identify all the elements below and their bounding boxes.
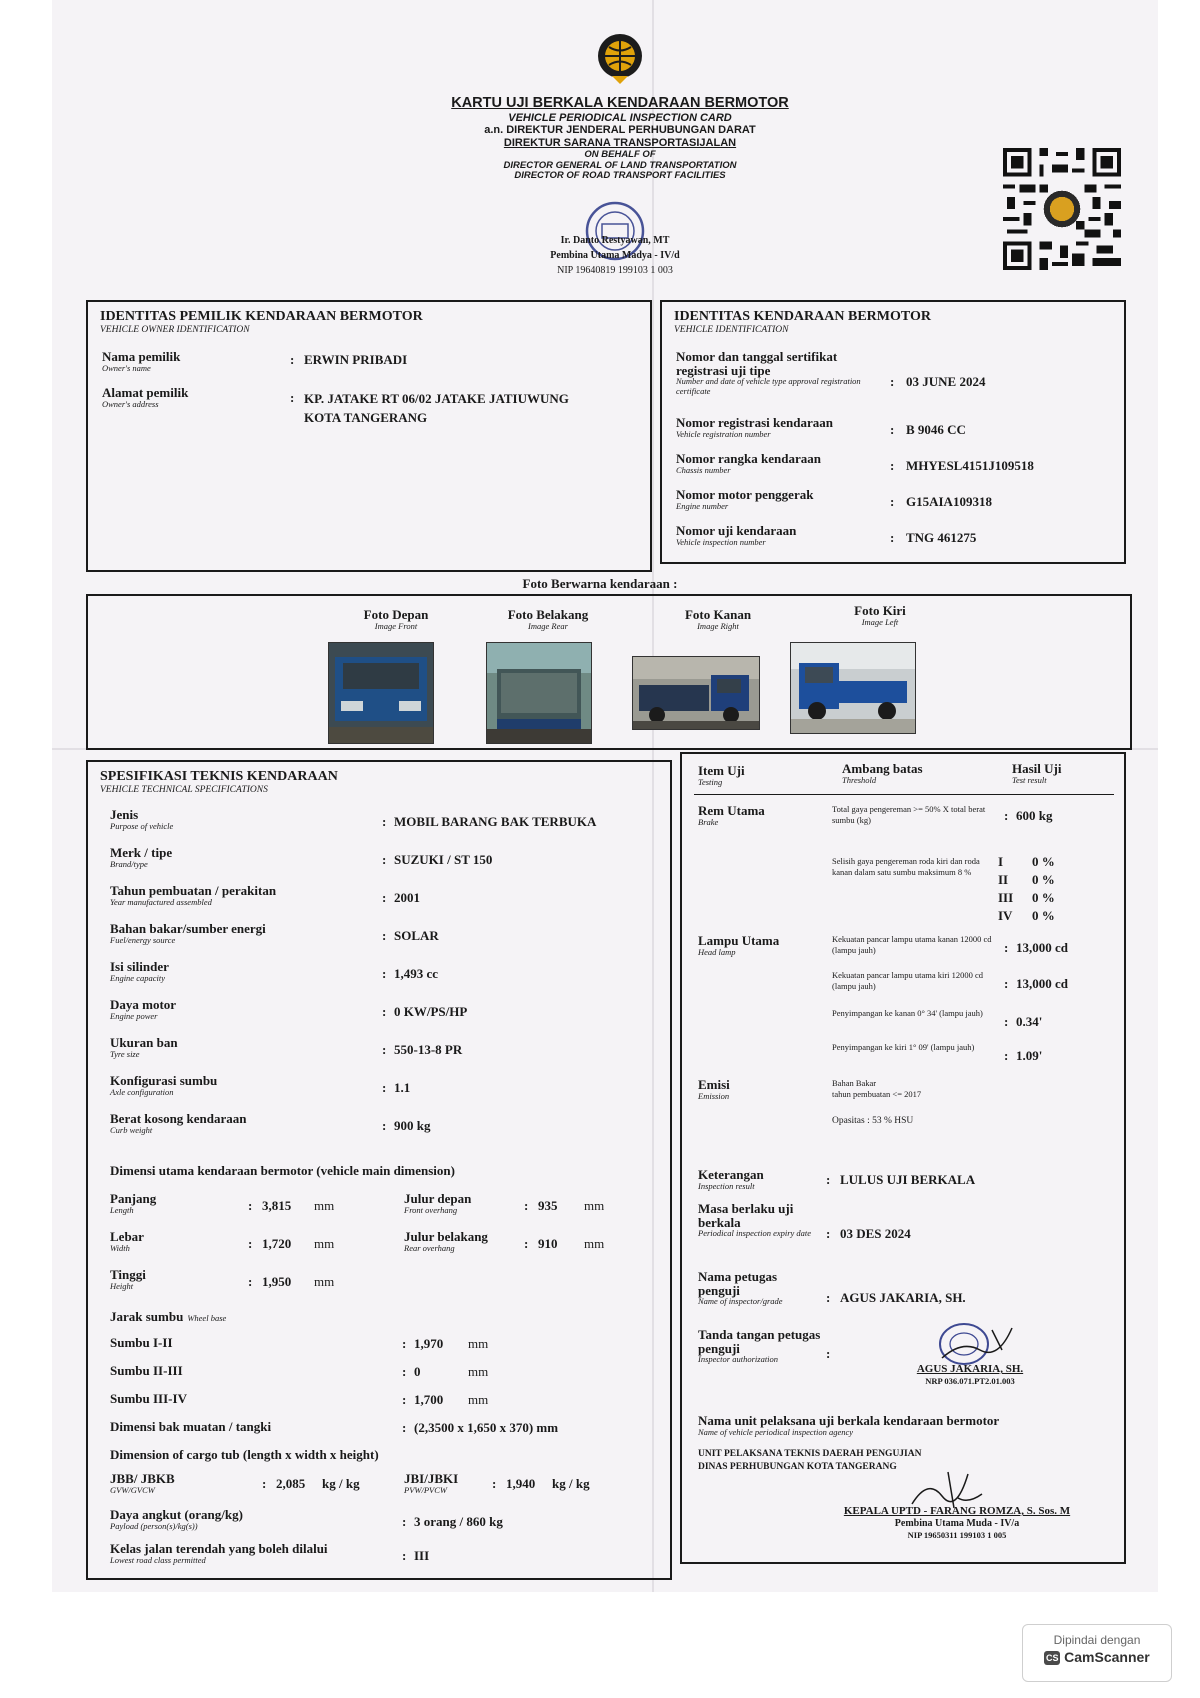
photo-rear-caption bbox=[488, 608, 608, 631]
specs-section-title: SPESIFIKASI TEKNIS KENDARAAN bbox=[100, 769, 338, 784]
dim-label-en: Front overhang bbox=[404, 1204, 458, 1215]
dim-front-overhang-label bbox=[404, 1192, 471, 1215]
emission-label-group bbox=[698, 1078, 730, 1101]
axle-2-3-unit: mm bbox=[468, 1364, 489, 1379]
vehicle-row-label-en: Vehicle registration number bbox=[676, 428, 771, 439]
expiry-value: 03 DES 2024 bbox=[840, 1226, 911, 1241]
spec-row-label-group bbox=[110, 1036, 178, 1059]
owner-address-label-group bbox=[102, 386, 188, 409]
spec-row-label-en: Year manufactured assembled bbox=[110, 896, 212, 907]
vehicle-row-label-en: Number and date of vehicle type approval registration certificate bbox=[676, 376, 861, 397]
jbi-label-en: PVW/PVCW bbox=[404, 1484, 447, 1495]
dim-label: Lebar bbox=[110, 1229, 144, 1244]
owner-address-line-2: KOTA TANGERANG bbox=[304, 409, 428, 425]
vehicle-row-chassis bbox=[676, 452, 876, 475]
spec-row-value: 0 KW/PS/HP bbox=[394, 1004, 468, 1019]
road-class-value: III bbox=[414, 1548, 430, 1563]
spec-row-label-en: Tyre size bbox=[110, 1048, 140, 1059]
camscanner-logo-icon: CS bbox=[1045, 1653, 1059, 1664]
spec-row-label-en: Axle configuration bbox=[110, 1086, 174, 1097]
lamp-threshold: Penyimpangan ke kanan 0° 34' (lampu jauh) bbox=[832, 1008, 983, 1018]
vehicle-row-label: Nomor registrasi kendaraan bbox=[676, 415, 833, 430]
lamp-colon: : bbox=[1004, 1014, 1009, 1029]
axle-diff-value: 0 % bbox=[1032, 854, 1055, 869]
spec-row-value: 2001 bbox=[394, 890, 420, 905]
dim-height-value: 1,950 bbox=[262, 1274, 292, 1289]
dim-label-en: Rear overhang bbox=[404, 1242, 455, 1253]
brake-diff-threshold: Selisih gaya pengereman roda kiri dan roda kanan dalam satu sumbu maksimum 8 % bbox=[832, 856, 980, 877]
inspector-sign-block bbox=[860, 1364, 1080, 1386]
spec-row-label: Isi silinder bbox=[110, 959, 169, 974]
signature-label-en: Inspector authorization bbox=[698, 1354, 779, 1365]
owner-section-title: IDENTITAS PEMILIK KENDARAAN BERMOTOR bbox=[100, 309, 423, 324]
inspector-label-group bbox=[698, 1270, 818, 1307]
owner-address-label: Alamat pemilik bbox=[102, 385, 189, 400]
card-header bbox=[430, 30, 810, 182]
spec-row-label-en: Curb weight bbox=[110, 1124, 153, 1135]
emission-label: Emisi bbox=[698, 1077, 730, 1092]
lamp-colon: : bbox=[1004, 940, 1009, 955]
vehicle-row-engine bbox=[676, 488, 876, 511]
head-nip: NIP 19650311 199103 1 005 bbox=[907, 1530, 1007, 1541]
lamp-label-en: Head lamp bbox=[698, 946, 736, 957]
spec-row-label-group bbox=[110, 922, 266, 945]
inspector-sign-name: AGUS JAKARIA, SH. bbox=[916, 1363, 1024, 1375]
signature-label: Tanda tangan petugas penguji bbox=[698, 1327, 821, 1356]
result-label: Keterangan bbox=[698, 1167, 764, 1182]
spec-row-colon: : bbox=[382, 1004, 387, 1019]
unit-name bbox=[698, 1448, 921, 1475]
spec-row-colon: : bbox=[382, 890, 387, 905]
header-divider bbox=[694, 794, 1114, 795]
lamp-threshold: Kekuatan pancar lampu utama kiri 12000 cd (lampu jauh) bbox=[832, 970, 984, 991]
spec-row-label-en: Fuel/energy source bbox=[110, 934, 176, 945]
photos-title-wrap bbox=[0, 575, 1200, 593]
vehicle-row-label: Nomor motor penggerak bbox=[676, 487, 814, 502]
director-rank: Pembina Utama Madya - IV/d bbox=[550, 250, 680, 261]
spec-row-label: Merk / tipe bbox=[110, 845, 173, 860]
spec-row-colon: : bbox=[382, 966, 387, 981]
owner-name-value: ERWIN PRIBADI bbox=[304, 352, 408, 367]
wheelbase-label: Jarak sumbu bbox=[110, 1309, 184, 1324]
jbb-label: JBB/ JBKB bbox=[110, 1471, 175, 1486]
dim-label: Panjang bbox=[110, 1191, 157, 1206]
unit-line-1: UNIT PELAKSANA TEKNIS DAERAH PENGUJIAN bbox=[698, 1449, 922, 1459]
axle-diff-value: 0 % bbox=[1032, 908, 1055, 923]
photo-label: Foto Kanan bbox=[684, 607, 752, 622]
dim-length-value: 3,815 bbox=[262, 1198, 292, 1213]
owner-section-title-en: VEHICLE OWNER IDENTIFICATION bbox=[100, 324, 250, 335]
dim-rear-overhang-value: 910 bbox=[538, 1236, 558, 1251]
spec-row-colon: : bbox=[382, 814, 387, 829]
photo-front-caption bbox=[336, 608, 456, 631]
axle-diff-value: 0 % bbox=[1032, 890, 1055, 905]
spec-row-value: 1,493 cc bbox=[394, 966, 439, 981]
spec-row-value: 900 kg bbox=[394, 1118, 431, 1133]
spec-row-label: Jenis bbox=[110, 807, 139, 822]
vehicle-row-label: Nomor rangka kendaraan bbox=[676, 451, 821, 466]
photo-label-en: Image Right bbox=[697, 620, 739, 631]
spec-row-label: Tahun pembuatan / perakitan bbox=[110, 883, 277, 898]
expiry-label-group bbox=[698, 1202, 828, 1239]
axle-diff-axle: II bbox=[998, 872, 1009, 887]
dim-height-label bbox=[110, 1268, 146, 1291]
dim-label: Julur depan bbox=[404, 1191, 472, 1206]
specs-section-title-en: VEHICLE TECHNICAL SPECIFICATIONS bbox=[100, 784, 268, 795]
photo-label: Foto Depan bbox=[363, 607, 429, 622]
card-title-en: VEHICLE PERIODICAL INSPECTION CARD bbox=[508, 111, 732, 124]
owner-name-label: Nama pemilik bbox=[102, 349, 181, 364]
spec-row-label: Berat kosong kendaraan bbox=[110, 1111, 247, 1126]
axle-1-2-unit: mm bbox=[468, 1336, 489, 1351]
inspector-sign-nrp: NRP 036.071.PT2.01.003 bbox=[925, 1375, 1015, 1386]
photo-front bbox=[328, 642, 434, 744]
col-threshold-label: Ambang batas bbox=[842, 761, 923, 776]
dim-label-en: Length bbox=[110, 1204, 134, 1215]
lamp-threshold: Kekuatan pancar lampu utama kanan 12000 cd (lampu jauh) bbox=[832, 934, 992, 955]
dim-height-unit: mm bbox=[314, 1274, 335, 1289]
vehicle-row-label-en: Engine number bbox=[676, 500, 729, 511]
emission-threshold bbox=[832, 1078, 921, 1099]
owner-address-label-en: Owner's address bbox=[102, 398, 159, 409]
lamp-colon: : bbox=[1004, 976, 1009, 991]
spec-row-label-group bbox=[110, 846, 172, 869]
dim-label: Julur belakang bbox=[404, 1229, 488, 1244]
photos-title: Foto Berwarna kendaraan : bbox=[522, 576, 678, 591]
test-results-box: Item Uji Testing Ambang batas Threshold Hasil Uji Test result Rem Utama Brake Total gaya pengereman >= 50% X total berat sumbu (kg) : 600 kg Selisih gaya pengereman roda kiri dan roda kanan dalam satu sumbu maksimum 8 % I 0 % II 0 % III 0 % IV 0 % Lampu Utama Head lamp Kekuatan pancar lampu utama kanan 12000 cd (lampu jauh) : 13,000 cd Kekuatan pancar lampu utama kiri 12000 cd (lampu jauh) : 13,000 cd Penyimpangan ke kanan 0° 34' (lampu jauh) : 0.34' Penyimpangan ke kiri 1° 09' (lampu jauh) : 1.09' Emisi Emission Bahan Bakar tahun pembuatan <= 2017 Opasitas : 53 % HSU Keterangan Inspection result : LULUS UJI BERKALA Masa berlaku uji berkala Periodical inspection expiry date : 03 DES 2024 Nama petugas penguji Name of inspector/grade : AGUS JAKARIA, SH. Tanda tangan petugas penguji Inspector authorization : AGUS JAKARIA, SH. NRP 036.071.PT2.01.003 Nama unit pelaksana uji berkala kendaraan bermotor Name of vehicle periodical inspection agency UNIT PELAKSANA TEKNIS DAERAH PENGUJIAN DINAS PERHUBUNGAN KOTA TANGERANG KEPALA UPTD - FARANG ROMZA, S. Sos. M Pembina Utama Muda - IV/a NIP 19650311 199103 1 005 bbox=[680, 752, 1126, 1564]
opacity-value: 53 % HSU bbox=[872, 1116, 914, 1126]
wheelbase-title bbox=[110, 1308, 226, 1326]
brake-label-group bbox=[698, 804, 765, 827]
jbi-value: 1,940 bbox=[506, 1476, 536, 1491]
photo-right-caption bbox=[658, 608, 778, 631]
unit-line-2: DINAS PERHUBUNGAN KOTA TANGERANG bbox=[698, 1462, 897, 1473]
dimension-title: Dimensi utama kendaraan bermotor (vehicle main dimension) bbox=[110, 1163, 455, 1178]
owner-address-line-1: KP. JATAKE RT 06/02 JATAKE JATIUWUNG bbox=[304, 391, 569, 406]
spec-row-label-en: Purpose of vehicle bbox=[110, 820, 174, 831]
photo-right bbox=[632, 656, 760, 730]
head-sign-block bbox=[792, 1506, 1122, 1541]
vehicle-row-registration bbox=[676, 416, 876, 439]
vehicle-row-label: Nomor uji kendaraan bbox=[676, 523, 797, 538]
photo-label-en: Image Left bbox=[861, 616, 899, 627]
col-item-label-en: Testing bbox=[698, 776, 723, 787]
header-line-2: DIREKTUR SARANA TRANSPORTASIJALAN bbox=[503, 136, 737, 149]
axle-2-3-value: 0 bbox=[414, 1364, 421, 1379]
lamp-colon: : bbox=[1004, 1048, 1009, 1063]
col-threshold-label-en: Threshold bbox=[842, 774, 877, 785]
vehicle-chassis-value: MHYESL4151J109518 bbox=[906, 458, 1034, 473]
brake-threshold: Total gaya pengereman >= 50% X total berat sumbu (kg) bbox=[832, 804, 986, 825]
dim-rear-overhang-label bbox=[404, 1230, 488, 1253]
dim-front-overhang-value: 935 bbox=[538, 1198, 558, 1213]
spec-row-colon: : bbox=[382, 1080, 387, 1095]
spec-row-label-en: Engine power bbox=[110, 1010, 158, 1021]
axle-1-2-value: 1,970 bbox=[414, 1336, 444, 1351]
payload-label-en: Payload (person(s)/kg(s)) bbox=[110, 1520, 198, 1531]
axle-2-3-label: Sumbu II-III bbox=[110, 1363, 183, 1378]
result-label-en: Inspection result bbox=[698, 1180, 755, 1191]
emission-line-1: Bahan Bakar bbox=[832, 1078, 877, 1088]
header-en-2: DIRECTOR GENERAL OF LAND TRANSPORTATION bbox=[503, 159, 737, 171]
vehicle-row-label: Nomor dan tanggal sertifikat registrasi uji tipe bbox=[676, 349, 838, 378]
spec-row-value: MOBIL BARANG BAK TERBUKA bbox=[394, 814, 597, 829]
head-rank: Pembina Utama Muda - IV/a bbox=[894, 1517, 1020, 1529]
opacity-group bbox=[832, 1116, 913, 1128]
spec-row-value: 550-13-8 PR bbox=[394, 1042, 463, 1057]
cargo-dimension-label: Dimensi bak muatan / tangki bbox=[110, 1419, 272, 1434]
col-item-label: Item Uji bbox=[698, 763, 745, 778]
jbi-label: JBI/JBKI bbox=[404, 1471, 459, 1486]
owner-name-label-group bbox=[102, 350, 180, 373]
photo-left-caption bbox=[820, 604, 940, 627]
owner-identification-box: IDENTITAS PEMILIK KENDARAAN BERMOTOR VEHICLE OWNER IDENTIFICATION Nama pemilik Owner's name : ERWIN PRIBADI Alamat pemilik Owner's address : KP. JATAKE RT 06/02 JATAKE JATIUWUNG KOTA TANGERANG bbox=[86, 300, 652, 572]
vehicle-inspection-value: TNG 461275 bbox=[906, 530, 977, 545]
lamp-label-group bbox=[698, 934, 779, 957]
axle-diff-axle: I bbox=[998, 854, 1004, 869]
road-class-label-group bbox=[110, 1542, 328, 1565]
vehicle-section-title-en: VEHICLE IDENTIFICATION bbox=[674, 324, 789, 335]
jbb-label-group bbox=[110, 1472, 175, 1495]
wheelbase-label-en: Wheel base bbox=[187, 1313, 227, 1323]
payload-label-group bbox=[110, 1508, 243, 1531]
lamp-result: 1.09' bbox=[1016, 1048, 1043, 1063]
spec-row-label: Konfigurasi sumbu bbox=[110, 1073, 218, 1088]
spec-row-label-group bbox=[110, 960, 169, 983]
owner-name-label-en: Owner's name bbox=[102, 362, 151, 373]
header-en-3: DIRECTOR OF ROAD TRANSPORT FACILITIES bbox=[514, 170, 726, 182]
lamp-result: 13,000 cd bbox=[1016, 976, 1068, 991]
inspector-value: AGUS JAKARIA, SH. bbox=[840, 1290, 966, 1305]
lamp-result: 13,000 cd bbox=[1016, 940, 1068, 955]
expiry-label-en: Periodical inspection expiry date bbox=[698, 1228, 812, 1239]
lamp-label: Lampu Utama bbox=[698, 933, 780, 948]
axle-diff-axle: III bbox=[998, 890, 1014, 905]
cargo-dimension-value: (2,3500 x 1,650 x 370) mm bbox=[414, 1420, 559, 1435]
scanner-badge-line-2: CamScanner bbox=[1064, 1649, 1150, 1665]
header-en-1: ON BEHALF OF bbox=[584, 148, 656, 160]
col-item-header bbox=[698, 764, 745, 787]
spec-row-label-group bbox=[110, 884, 276, 907]
photos-box bbox=[86, 594, 1132, 750]
brake-result: 600 kg bbox=[1016, 808, 1053, 823]
col-result-label-en: Test result bbox=[1012, 774, 1047, 785]
spec-row-colon: : bbox=[382, 1042, 387, 1057]
col-result-header bbox=[1012, 762, 1061, 785]
dim-label-en: Height bbox=[110, 1280, 134, 1291]
dim-front-overhang-unit: mm bbox=[584, 1198, 605, 1213]
scanner-badge-line-1: Dipindai dengan bbox=[1053, 1633, 1141, 1647]
director-name: Ir. Danto Restyawan, MT bbox=[560, 235, 670, 246]
director-nip: NIP 19640819 199103 1 003 bbox=[557, 265, 673, 276]
dim-width-value: 1,720 bbox=[262, 1236, 292, 1251]
spec-row-label: Bahan bakar/sumber energi bbox=[110, 921, 266, 936]
dim-rear-overhang-unit: mm bbox=[584, 1236, 605, 1251]
spec-row-colon: : bbox=[382, 1118, 387, 1133]
axle-1-2-label: Sumbu I-II bbox=[110, 1335, 173, 1350]
col-result-label: Hasil Uji bbox=[1012, 761, 1062, 776]
jbb-label-en: GVW/GVCW bbox=[110, 1484, 155, 1495]
spec-row-colon: : bbox=[382, 928, 387, 943]
dim-label-en: Width bbox=[110, 1242, 130, 1253]
brake-label: Rem Utama bbox=[698, 803, 765, 818]
vehicle-row-label-en: Vehicle inspection number bbox=[676, 536, 766, 547]
expiry-label: Masa berlaku uji berkala bbox=[698, 1201, 794, 1230]
spec-row-label: Daya motor bbox=[110, 997, 177, 1012]
lamp-threshold: Penyimpangan ke kiri 1° 09' (lampu jauh) bbox=[832, 1042, 975, 1052]
jbb-unit: kg / kg bbox=[322, 1476, 360, 1491]
result-value: LULUS UJI BERKALA bbox=[840, 1172, 976, 1187]
vehicle-certificate-value: 03 JUNE 2024 bbox=[906, 374, 986, 389]
scanner-badge-line-2-wrap bbox=[1023, 1649, 1171, 1665]
brake-label-en: Brake bbox=[698, 816, 719, 827]
axle-3-4-unit: mm bbox=[468, 1392, 489, 1407]
spec-row-value: SUZUKI / ST 150 bbox=[394, 852, 493, 867]
dim-width-unit: mm bbox=[314, 1236, 335, 1251]
emission-label-en: Emission bbox=[698, 1090, 730, 1101]
photo-label-en: Image Front bbox=[374, 620, 418, 631]
cargo-dimension-label-en: Dimension of cargo tub (length x width x height) bbox=[110, 1447, 379, 1462]
result-label-group bbox=[698, 1168, 764, 1191]
vehicle-registration-value: B 9046 CC bbox=[906, 422, 966, 437]
spec-row-label-group bbox=[110, 1074, 217, 1097]
emission-line-2: tahun pembuatan <= 2017 bbox=[832, 1088, 922, 1099]
photo-label-en: Image Rear bbox=[528, 620, 568, 631]
dim-label: Tinggi bbox=[110, 1267, 146, 1282]
vehicle-row-certificate bbox=[676, 350, 876, 397]
jbi-unit: kg / kg bbox=[552, 1476, 590, 1491]
head-name: KEPALA UPTD - FARANG ROMZA, S. Sos. M bbox=[843, 1505, 1071, 1517]
spec-row-value: 1.1 bbox=[394, 1080, 411, 1095]
road-class-label-en: Lowest road class permitted bbox=[110, 1554, 206, 1565]
photo-label: Foto Belakang bbox=[507, 607, 589, 622]
photo-left bbox=[790, 642, 916, 734]
vehicle-engine-value: G15AIA109318 bbox=[906, 494, 992, 509]
dim-width-label bbox=[110, 1230, 144, 1253]
vehicle-row-inspection bbox=[676, 524, 876, 547]
inspector-label-en: Name of inspector/grade bbox=[698, 1296, 783, 1307]
qr-code-icon bbox=[1003, 148, 1121, 270]
vehicle-row-label-en: Chassis number bbox=[676, 464, 731, 475]
road-class-label: Kelas jalan terendah yang boleh dilalui bbox=[110, 1541, 328, 1556]
owner-address-value bbox=[304, 390, 569, 428]
dim-length-label bbox=[110, 1192, 156, 1215]
lamp-result: 0.34' bbox=[1016, 1014, 1043, 1029]
signature-label-group bbox=[698, 1328, 824, 1365]
dim-length-unit: mm bbox=[314, 1198, 335, 1213]
col-threshold-header bbox=[842, 762, 923, 785]
unit-label-en: Name of vehicle periodical inspection agency bbox=[698, 1426, 854, 1437]
payload-label: Daya angkut (orang/kg) bbox=[110, 1507, 243, 1522]
axle-3-4-value: 1,700 bbox=[414, 1392, 444, 1407]
director-signature-block bbox=[520, 233, 710, 278]
spec-row-label: Ukuran ban bbox=[110, 1035, 178, 1050]
vehicle-identification-box: IDENTITAS KENDARAAN BERMOTOR VEHICLE IDENTIFICATION Nomor dan tanggal sertifikat registrasi uji tipe Number and date of vehicle type approval registration certificate : 03 JUNE 2024 Nomor registrasi kendaraan Vehicle registration number : B 9046 CC Nomor rangka kendaraan Chassis number : MHYESL4151J109518 Nomor motor penggerak Engine number : G15AIA109318 Nomor uji kendaraan Vehicle inspection number : TNG 461275 bbox=[660, 300, 1126, 564]
unit-label-group bbox=[698, 1414, 999, 1437]
spec-row-label-group bbox=[110, 808, 173, 831]
axle-diff-axle: IV bbox=[998, 908, 1013, 923]
spec-row-label-en: Brand/type bbox=[110, 858, 148, 869]
header-line-1: a.n. DIREKTUR JENDERAL PERHUBUNGAN DARAT bbox=[484, 124, 756, 137]
card-title: KARTU UJI BERKALA KENDARAAN BERMOTOR bbox=[451, 95, 789, 111]
photo-rear bbox=[486, 642, 592, 744]
opacity-label: Opasitas : bbox=[832, 1116, 870, 1126]
inspector-label: Nama petugas penguji bbox=[698, 1269, 778, 1298]
axle-diff-value: 0 % bbox=[1032, 872, 1055, 887]
photo-label: Foto Kiri bbox=[854, 603, 906, 618]
ministry-emblem-icon bbox=[592, 30, 648, 86]
payload-value: 3 orang / 860 kg bbox=[414, 1514, 503, 1529]
jbb-value: 2,085 bbox=[276, 1476, 306, 1491]
camscanner-badge bbox=[1022, 1624, 1172, 1682]
spec-row-label-group bbox=[110, 1112, 247, 1135]
vehicle-section-title: IDENTITAS KENDARAAN BERMOTOR bbox=[674, 309, 931, 324]
specifications-box: SPESIFIKASI TEKNIS KENDARAAN VEHICLE TECHNICAL SPECIFICATIONS Jenis Purpose of vehicle : MOBIL BARANG BAK TERBUKA Merk / tipe Brand/type : SUZUKI / ST 150 Tahun pembuatan / perakitan Year manufactured assembled : 2001 Bahan bakar/sumber energi Fuel/energy source : SOLAR Isi silinder Engine capacity : 1,493 cc Daya motor Engine power : 0 KW/PS/HP Ukuran ban Tyre size : 550-13-8 PR Konfigurasi sumbu Axle configuration : 1.1 Berat kosong kendaraan Curb weight : 900 kg Dimensi utama kendaraan bermotor (vehicle main dimension) Panjang Length : 3,815 mm Lebar Width : 1,720 mm Tinggi Height : 1,950 mm Julur depan Front overhang : 935 mm Julur belakang Rear overhang : 910 mm Jarak sumbu Wheel base Sumbu I-II : 1,970 mm Sumbu II-III : 0 mm Sumbu III-IV : 1,700 mm Dimensi bak muatan / tangki : (2,3500 x 1,650 x 370) mm Dimension of cargo tub (length x width x height) JBB/ JBKB GVW/GVCW : 2,085 kg / kg JBI/JBKI PVW/PVCW : 1,940 kg / kg Daya angkut (orang/kg) Payload (person(s)/kg(s)) : 3 orang / 860 kg Kelas jalan terendah yang boleh dilalui Lowest road class permitted : III bbox=[86, 760, 672, 1580]
unit-label: Nama unit pelaksana uji berkala kendaraan bermotor bbox=[698, 1413, 1000, 1428]
spec-row-label-en: Engine capacity bbox=[110, 972, 165, 983]
jbi-label-group bbox=[404, 1472, 458, 1495]
spec-row-colon: : bbox=[382, 852, 387, 867]
spec-row-value: SOLAR bbox=[394, 928, 439, 943]
axle-3-4-label: Sumbu III-IV bbox=[110, 1391, 187, 1406]
spec-row-label-group bbox=[110, 998, 176, 1021]
